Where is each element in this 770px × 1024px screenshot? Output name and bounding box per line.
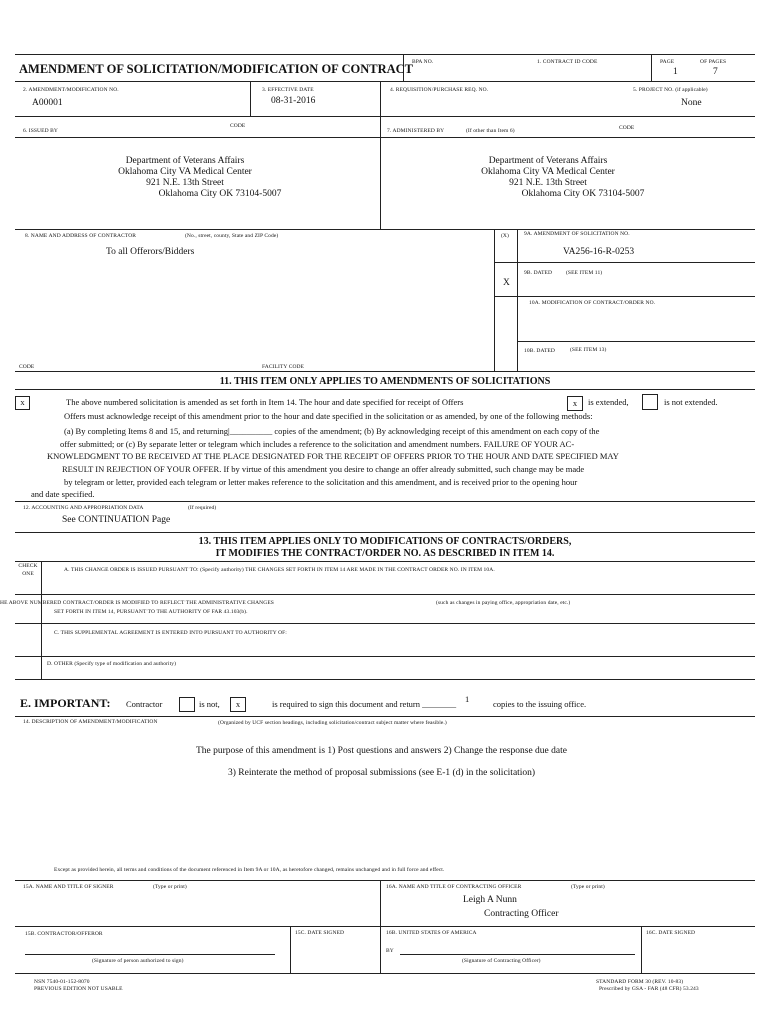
s15b-label: 15B. CONTRACTOR/OFFEROR	[25, 931, 103, 937]
is-extended-label: is extended,	[588, 397, 629, 407]
is-not-checkbox[interactable]	[230, 697, 246, 712]
contractor-label-note: (No., street, county, State and ZIP Code)	[185, 233, 279, 239]
page-label: PAGE	[660, 59, 675, 65]
facility-code-label: FACILITY CODE	[262, 364, 305, 370]
amendment-no[interactable]: A00001	[32, 98, 63, 108]
s16a-note: (Type or print)	[571, 884, 605, 890]
divider	[380, 81, 381, 229]
divider	[250, 81, 251, 116]
s15a-label: 15A. NAME AND TITLE OF SIGNER	[23, 884, 114, 890]
contractor-name[interactable]: To all Offerors/Bidders	[106, 247, 195, 257]
extended-checkbox[interactable]	[567, 396, 583, 411]
item13-b-note: (such as changes in paying office, appropriation date, etc.)	[436, 600, 571, 606]
important-bottom	[15, 716, 755, 717]
important-tail: copies to the issuing office.	[493, 699, 587, 709]
item14-line1[interactable]: The purpose of this amendment is 1) Post questions and answers 2) Change the response due date	[196, 746, 567, 756]
issued-code-label: CODE	[230, 123, 246, 129]
of-pages-label: OF PAGES	[700, 59, 727, 65]
s16c-label: 16C. DATE SIGNED	[646, 930, 696, 936]
contractor-bottom	[15, 371, 755, 372]
item11-line4: offer submitted; or (c) By separate letter or telegram which includes a reference to the solicitation and amendment numbers. FAILURE OF YOUR AC-	[60, 439, 575, 449]
divider	[517, 229, 518, 371]
is-not-label: is not,	[199, 699, 220, 709]
except-statement: Except as provided herein, all terms and conditions of the document referenced in Item 9A or 10A, as heretofore changed, remains unchanged and in full force and effect.	[54, 867, 445, 873]
s15c-label: 15C. DATE SIGNED	[295, 930, 345, 936]
item12-note: (If required)	[188, 505, 217, 511]
check-one-label: CHECK ONE	[18, 563, 38, 577]
administered-by-address	[418, 156, 678, 200]
officer-title: Contracting Officer	[484, 909, 559, 919]
divider	[494, 229, 495, 371]
effective-date-label: 3. EFFECTIVE DATE	[262, 87, 314, 93]
bpa-label: BPA NO.	[412, 59, 434, 65]
item13-b1: HE ABOVE NUMBERED CONTRACT/ORDER IS MODIFIED TO REFLECT THE ADMINISTRATIVE CHANGES	[0, 600, 274, 606]
x-mark: X	[503, 278, 510, 288]
sig-line	[400, 954, 635, 955]
item11-line6: RESULT IN REJECTION OF YOUR OFFER. If by virtue of this amendment you desire to change an offer already submitted, such change may be made	[62, 464, 585, 474]
amend-sol-no[interactable]: VA256-16-R-0253	[563, 247, 635, 257]
item13-c-bottom	[15, 656, 755, 657]
s16a-label: 16A. NAME AND TITLE OF CONTRACTING OFFICER	[386, 884, 522, 890]
of-pages-number: 7	[713, 67, 718, 77]
important-label: E. IMPORTANT:	[20, 696, 111, 710]
divider	[290, 926, 291, 973]
item13-top	[15, 532, 755, 533]
officer-name: Leigh A Nunn	[463, 895, 517, 905]
administered-label: 7. ADMINISTERED BY	[387, 128, 445, 134]
important-text: is required to sign this document and return ________	[272, 699, 457, 709]
mod-dated-note: (SEE ITEM 13)	[570, 347, 607, 353]
dated-label: 9B. DATED	[524, 270, 553, 276]
item13-d: D. OTHER (Specify type of modification and authority)	[47, 661, 177, 667]
row3-sep	[15, 137, 755, 138]
address-line: Oklahoma City VA Medical Center	[118, 167, 252, 177]
standard-form: STANDARD FORM 30 (REV. 10-83)	[596, 979, 684, 985]
address-line: Oklahoma City OK 73104-5007	[521, 189, 645, 199]
sig-officer-caption: (Signature of Contracting Officer)	[462, 958, 541, 964]
address-line: 921 N.E. 13th Street	[509, 178, 587, 188]
contractor-label: 8. NAME AND ADDRESS OF CONTRACTOR	[25, 233, 137, 239]
item13-heading-bottom	[15, 561, 755, 562]
requisition-label: 4. REQUISITION/PURCHASE REQ. NO.	[390, 87, 489, 93]
item13-heading1: 13. THIS ITEM APPLIES ONLY TO MODIFICATIONS OF CONTRACTS/ORDERS,	[198, 536, 572, 547]
item13-heading2: IT MODIFIES THE CONTRACT/ORDER NO. AS DESCRIBED IN ITEM 14.	[215, 548, 555, 559]
title-underline	[15, 81, 755, 82]
x-column-label: (X)	[501, 233, 509, 239]
item14-note: (Organized by UCF section headings, including solicitation/contract subject matter where feasible.)	[218, 720, 447, 726]
address-line: 921 N.E. 13th Street	[146, 178, 224, 188]
item13-a: A. THIS CHANGE ORDER IS ISSUED PURSUANT TO: (Specify authority) THE CHANGES SET FORTH IN ITEM 14 ARE MADE IN THE CONTRACT ORDER NO. IN ITEM 10A.	[64, 567, 495, 573]
project-label: 5. PROJECT NO. (if applicable)	[633, 87, 708, 93]
nsn-label: NSN 7540-01-152-8070	[34, 979, 90, 985]
checkbox-mark: x	[572, 398, 578, 408]
item11-checkbox[interactable]	[15, 396, 30, 410]
contractor-code-label: CODE	[19, 364, 35, 370]
right-sep	[494, 262, 755, 263]
contract-id-label: 1. CONTRACT ID CODE	[537, 59, 598, 65]
item13-b2: SET FORTH IN ITEM 14, PURSUANT TO THE AUTHORITY OF FAR 43.103(b).	[54, 609, 248, 615]
sig-person-caption: (Signature of person authorized to sign)	[92, 958, 184, 964]
contractor-word: Contractor	[126, 699, 163, 709]
row3-bottom	[15, 229, 755, 230]
previous-edition: PREVIOUS EDITION NOT USABLE	[34, 986, 123, 992]
item11-line3: (a) By completing Items 8 and 15, and returning|__________ copies of the amendment; (b) By acknowledging receipt of this amendment on each copy of the	[64, 426, 600, 436]
sig-sep	[15, 926, 755, 927]
check-col	[41, 561, 42, 679]
mod-dated-label: 10B. DATED	[524, 348, 555, 354]
divider	[641, 926, 642, 973]
dated-note: (SEE ITEM 11)	[566, 270, 603, 276]
not-extended-checkbox[interactable]	[642, 394, 658, 410]
administered-note: (If other than Item 6)	[466, 128, 515, 134]
s16b-label: 16B. UNITED STATES OF AMERICA	[386, 930, 477, 936]
issued-by-address	[55, 156, 315, 200]
by-label: BY	[386, 948, 394, 954]
project-no[interactable]: None	[681, 98, 702, 108]
item12-label: 12. ACCOUNTING AND APPROPRIATION DATA	[23, 505, 144, 511]
right-sep	[517, 341, 755, 342]
top-border	[15, 54, 755, 55]
address-line: Oklahoma City OK 73104-5007	[158, 189, 282, 199]
divider	[651, 54, 652, 81]
amend-sol-label: 9A. AMENDMENT OF SOLICITATION NO.	[524, 231, 630, 237]
checkbox-mark: x	[235, 699, 241, 709]
prescribed-by: Prescribed by GSA - FAR (48 CFR) 53.243	[599, 986, 699, 992]
item11-line1: The above numbered solicitation is amended as set forth in Item 14. The hour and date specified for receipt of Offers	[66, 397, 464, 407]
right-sep	[494, 296, 755, 297]
contractor-is-checkbox[interactable]	[179, 697, 195, 712]
issued-by-label: 6. ISSUED BY	[23, 128, 58, 134]
form-title: AMENDMENT OF SOLICITATION/MODIFICATION OF CONTRACT	[19, 62, 414, 76]
item11-line2: Offers must acknowledge receipt of this amendment prior to the hour and date specified in the solicitation or as amended, by one of the following methods:	[64, 411, 593, 421]
item11-line5: KNOWLEDGMENT TO BE RECEIVED AT THE PLACE DESIGNATED FOR THE RECEIPT OF OFFERS PRIOR TO THE HOUR AND DATE SPECIFIED MAY	[47, 451, 619, 461]
item14-bottom	[15, 880, 755, 881]
page-number: 1	[673, 67, 678, 77]
mod-label: 10A. MODIFICATION OF CONTRACT/ORDER NO.	[529, 300, 656, 306]
item11-line8: and date specified.	[31, 489, 95, 499]
effective-date[interactable]: 08-31-2016	[271, 96, 316, 106]
item11-top	[15, 389, 755, 390]
amendment-label: 2. AMENDMENT/MODIFICATION NO.	[23, 87, 119, 93]
checkbox-mark: x	[20, 397, 25, 407]
address-line: Department of Veterans Affairs	[488, 156, 608, 166]
item14-label: 14. DESCRIPTION OF AMENDMENT/MODIFICATION	[23, 719, 158, 725]
address-line: Department of Veterans Affairs	[125, 156, 245, 166]
copies-count[interactable]: 1	[465, 694, 470, 704]
item11-heading: 11. THIS ITEM ONLY APPLIES TO AMENDMENTS OF SOLICITATIONS	[219, 376, 551, 387]
not-extended-label: is not extended.	[664, 397, 718, 407]
item14-line2[interactable]: 3) Reinterate the method of proposal submissions (see E-1 (d) in the solicitation)	[228, 768, 536, 778]
administered-code-label: CODE	[619, 125, 635, 131]
item12-value[interactable]: See CONTINUATION Page	[62, 515, 171, 525]
item13-d-bottom	[15, 679, 755, 680]
row2-bottom	[15, 116, 755, 117]
sig-line	[25, 954, 275, 955]
item11-line7: by telegram or letter, provided each telegram or letter makes reference to the solicitation and this amendment, and is received prior to the opening hour	[64, 477, 578, 487]
item12-top	[15, 501, 755, 502]
address-line: Oklahoma City VA Medical Center	[481, 167, 615, 177]
item13-a-bottom	[15, 594, 755, 595]
form-bottom	[15, 973, 755, 974]
item13-b-bottom	[15, 623, 755, 624]
item13-c: C. THIS SUPPLEMENTAL AGREEMENT IS ENTERED INTO PURSUANT TO AUTHORITY OF:	[54, 630, 287, 636]
s15a-note: (Type or print)	[153, 884, 187, 890]
